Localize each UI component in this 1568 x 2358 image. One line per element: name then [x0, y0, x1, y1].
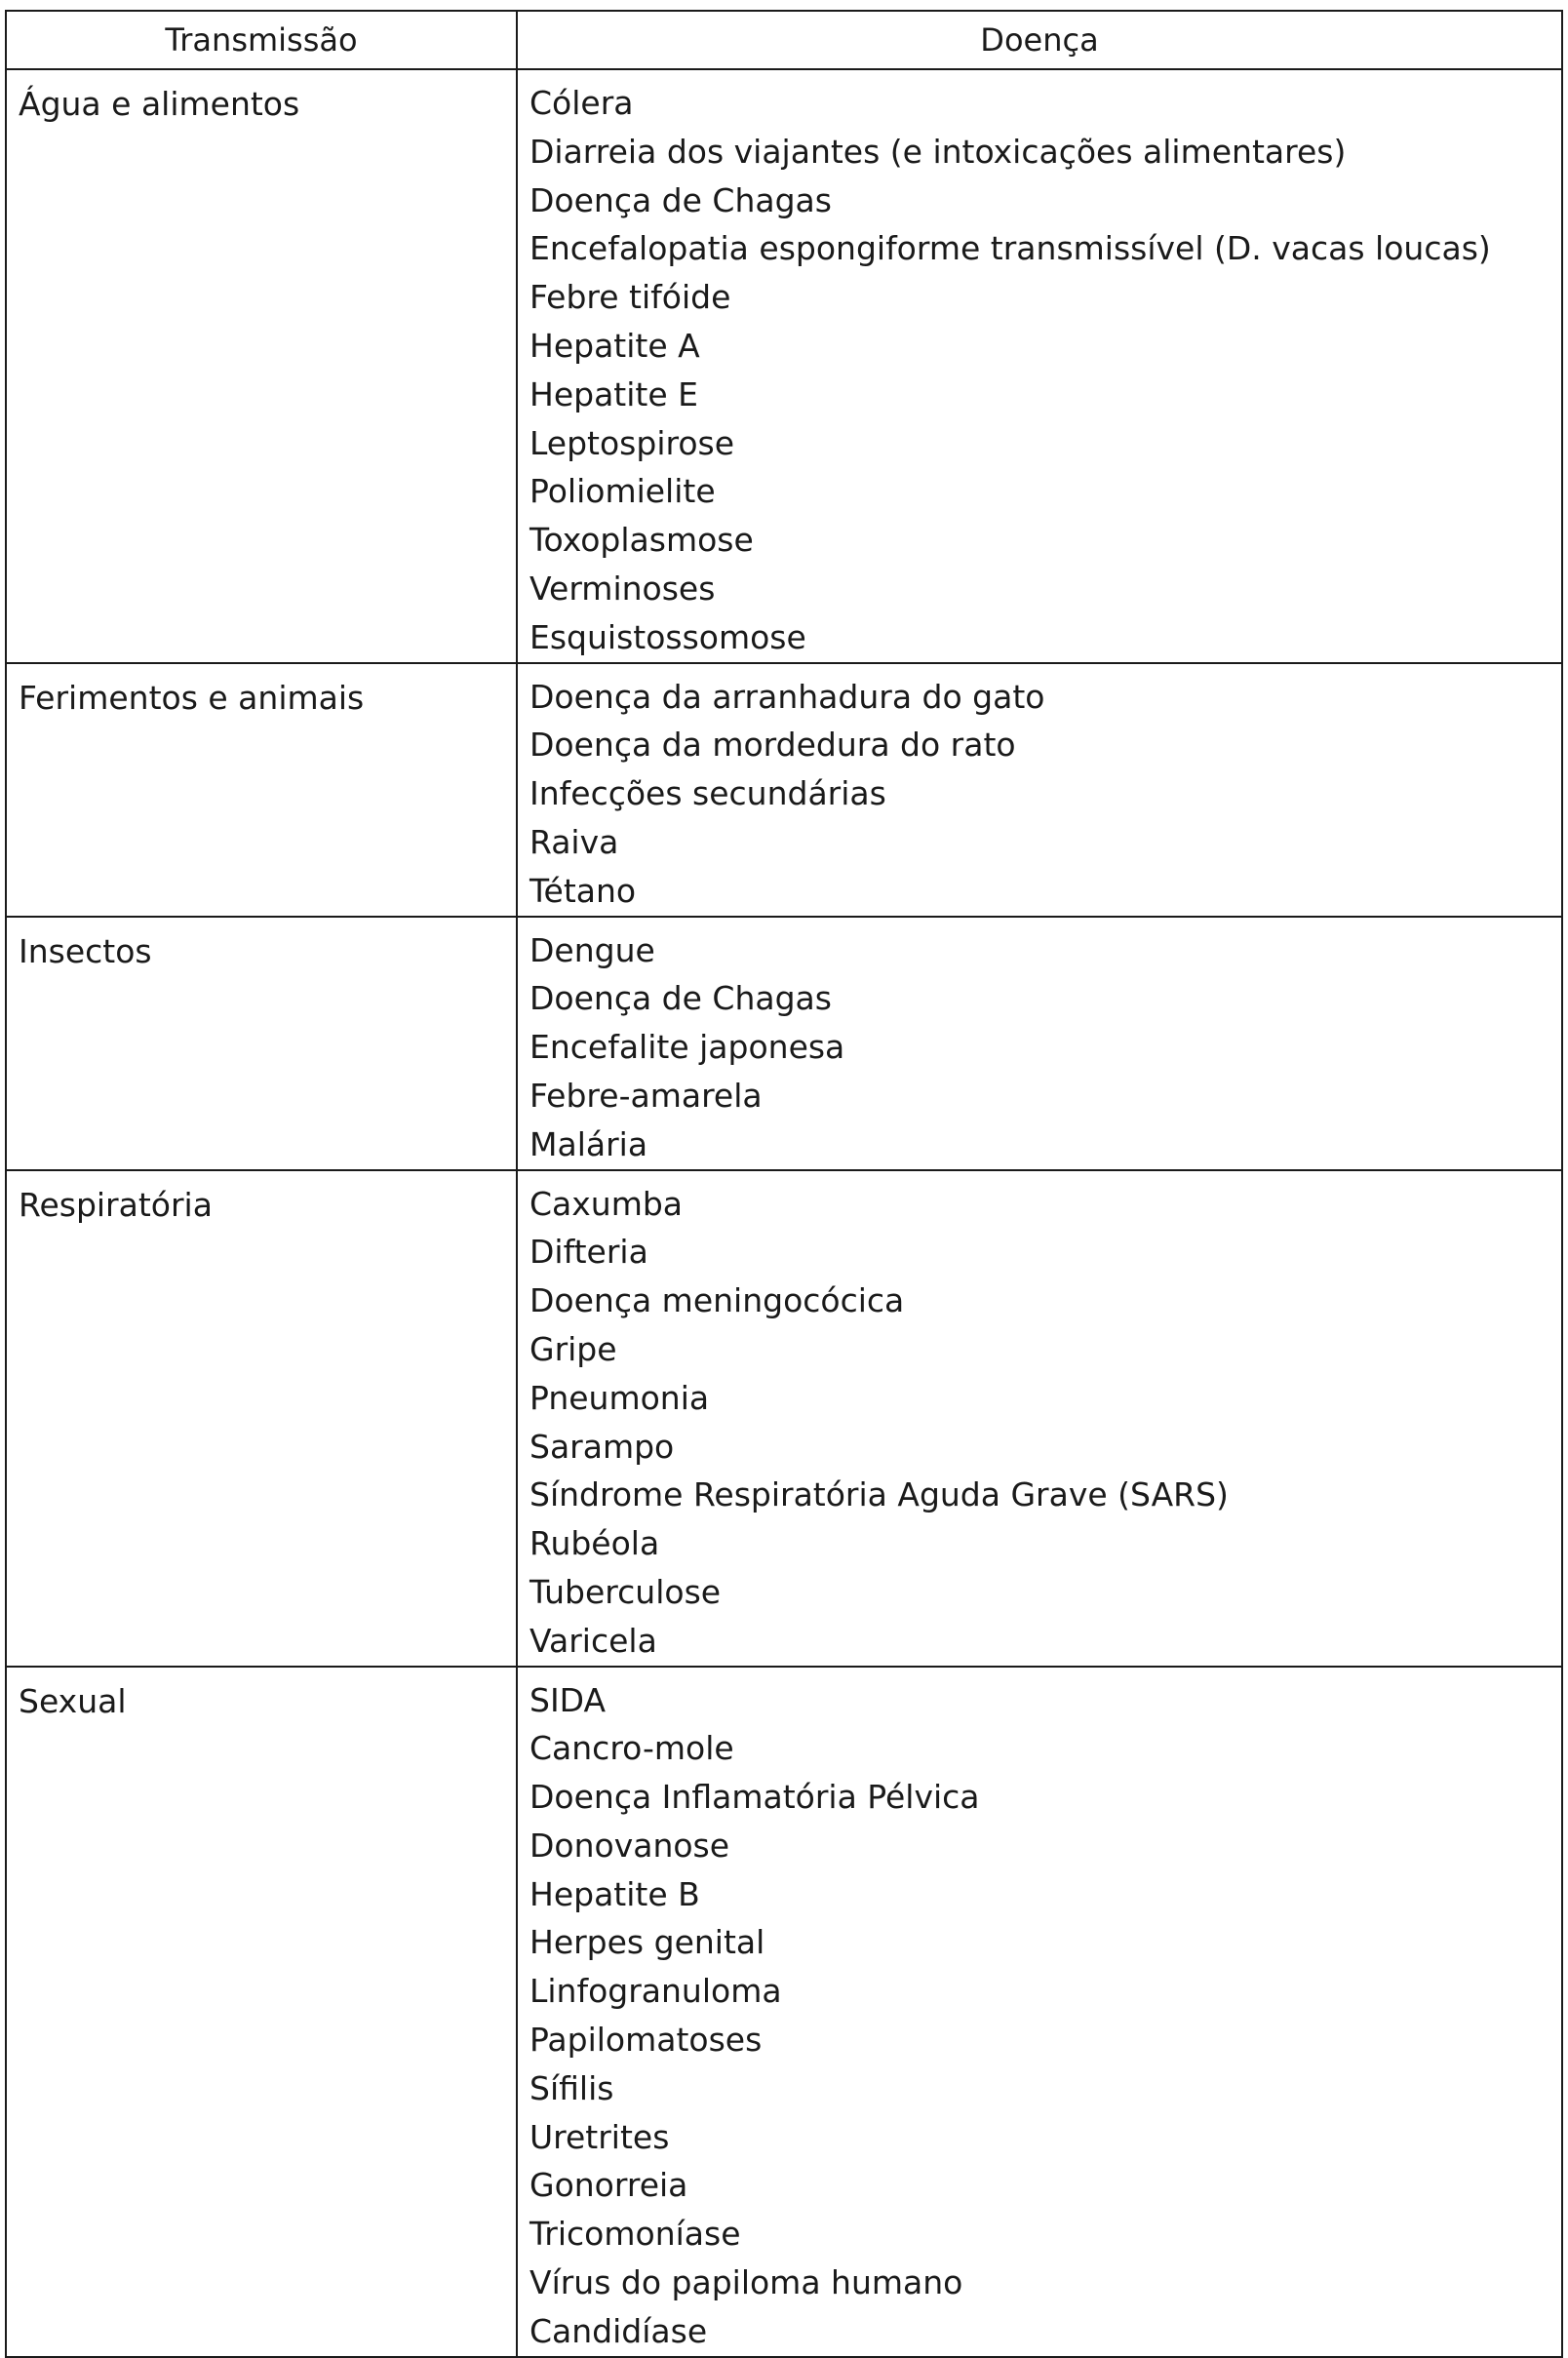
disease-item: Linfogranuloma: [529, 1972, 782, 2011]
disease-item: Uretrites: [529, 2117, 670, 2156]
disease-item: Doença meningocócica: [529, 1281, 905, 1320]
disease-item: Hepatite E: [529, 374, 698, 413]
disease-list: [529, 926, 1561, 1169]
header-row: [6, 11, 1562, 69]
disease-list: [529, 79, 1561, 662]
disease-item: Doença de Chagas: [529, 180, 832, 219]
disease-item: Malária: [529, 1124, 648, 1163]
table-row: [6, 663, 1562, 917]
table-row: [6, 1667, 1562, 2357]
disease-item: Encefalopatia espongiforme transmissível (D. vacas loucas): [529, 229, 1491, 268]
disease-item: Gonorreia: [529, 2166, 688, 2205]
disease-item: Vírus do papiloma humano: [529, 2263, 963, 2302]
disease-item: Doença da mordedura do rato: [529, 726, 1016, 765]
disease-item: Poliomielite: [529, 472, 716, 511]
disease-item: Gripe: [529, 1329, 617, 1368]
disease-item: Síndrome Respiratória Aguda Grave (SARS): [529, 1475, 1229, 1514]
disease-item: Infecções secundárias: [529, 774, 886, 813]
disease-item: Raiva: [529, 822, 619, 861]
disease-item: Tuberculose: [529, 1572, 722, 1611]
transmission-cell: Insectos: [6, 917, 517, 1170]
disease-item: Varicela: [529, 1621, 657, 1660]
disease-item: Sarampo: [529, 1427, 675, 1466]
disease-item: Hepatite A: [529, 326, 700, 365]
disease-cell: [517, 663, 1562, 917]
disease-cell: [517, 1170, 1562, 1667]
disease-item: Diarreia dos viajantes (e intoxicações alimentares): [529, 132, 1347, 171]
disease-item: Cólera: [529, 84, 634, 122]
disease-item: Hepatite B: [529, 1874, 700, 1913]
disease-item: Febre-amarela: [529, 1076, 763, 1115]
disease-item: Candidíase: [529, 2311, 708, 2350]
disease-item: Toxoplasmose: [529, 521, 754, 560]
disease-item: Doença da arranhadura do gato: [529, 677, 1045, 716]
disease-item: SIDA: [529, 1680, 607, 1719]
header-disease: Doença: [517, 11, 1562, 69]
table-row: [6, 69, 1562, 663]
transmission-cell: Água e alimentos: [6, 69, 517, 663]
transmission-cell: Sexual: [6, 1667, 517, 2357]
disease-item: Rubéola: [529, 1524, 660, 1563]
disease-item: Donovanose: [529, 1826, 730, 1865]
disease-item: Verminoses: [529, 569, 716, 608]
disease-item: Pneumonia: [529, 1378, 710, 1417]
disease-item: Dengue: [529, 930, 655, 969]
transmission-disease-table: [5, 10, 1563, 2358]
disease-item: Sífilis: [529, 2068, 614, 2107]
disease-item: Cancro-mole: [529, 1729, 734, 1768]
disease-item: Leptospirose: [529, 423, 735, 462]
disease-cell: [517, 1667, 1562, 2357]
disease-item: Doença de Chagas: [529, 979, 832, 1018]
disease-item: Papilomatoses: [529, 2021, 763, 2060]
disease-item: Tricomoníase: [529, 2215, 741, 2254]
table-row: [6, 1170, 1562, 1667]
disease-item: Tétano: [529, 871, 637, 910]
disease-item: Herpes genital: [529, 1923, 765, 1962]
transmission-cell: Ferimentos e animais: [6, 663, 517, 917]
disease-item: Doença Inflamatória Pélvica: [529, 1778, 980, 1817]
header-transmission: Transmissão: [6, 11, 517, 69]
disease-item: Difteria: [529, 1233, 648, 1272]
disease-item: Encefalite japonesa: [529, 1028, 845, 1067]
disease-item: Esquistossomose: [529, 617, 806, 656]
disease-cell: [517, 917, 1562, 1170]
disease-list: [529, 673, 1561, 916]
disease-list: [529, 1676, 1561, 2356]
disease-list: [529, 1180, 1561, 1666]
table-row: [6, 917, 1562, 1170]
transmission-cell: Respiratória: [6, 1170, 517, 1667]
disease-item: Caxumba: [529, 1184, 684, 1223]
disease-cell: [517, 69, 1562, 663]
disease-item: Febre tifóide: [529, 278, 731, 317]
